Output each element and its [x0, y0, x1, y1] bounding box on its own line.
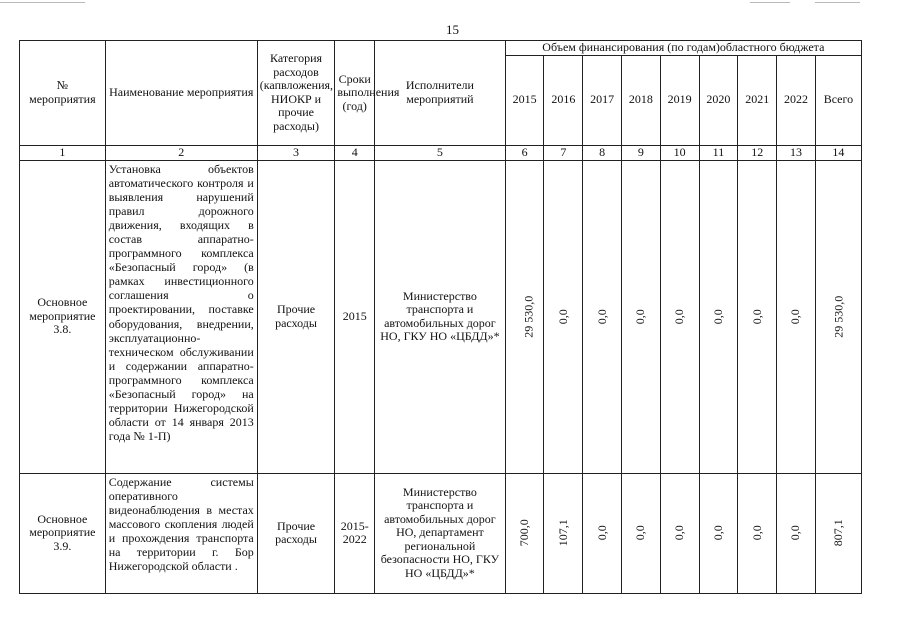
row-name: Содержание системы оперативного видеонаблюдения в местах массового скопления людей и прохождения транспорта на территории г. Бор Нижегородской области . [105, 473, 257, 593]
column-number: 4 [335, 145, 375, 160]
value-cell [660, 473, 699, 593]
header-year: 2016 [544, 55, 583, 145]
row-category: Прочие расходы [257, 473, 335, 593]
value-2020: 0,0 [710, 309, 725, 324]
value-2016: 0,0 [555, 309, 570, 324]
funding-table [19, 40, 862, 594]
column-number-row [20, 145, 862, 160]
value-cell [777, 473, 816, 593]
column-number: 3 [257, 145, 335, 160]
page-number: 15 [446, 22, 459, 37]
column-number: 11 [699, 145, 738, 160]
value-2021: 0,0 [749, 309, 764, 324]
table-row [20, 473, 862, 593]
value-cell [505, 473, 544, 593]
column-number: 10 [660, 145, 699, 160]
row-executors: Министерство транспорта и автомобильных дорог НО, ГКУ НО «ЦБДД»* [375, 160, 506, 473]
value-2022: 0,0 [788, 525, 803, 541]
value-cell [544, 473, 583, 593]
value-2015: 700,0 [516, 519, 531, 547]
value-cell [699, 160, 738, 473]
value-cell [815, 473, 861, 593]
value-cell [660, 160, 699, 473]
header-year: 2022 [777, 55, 816, 145]
column-number: 2 [105, 145, 257, 160]
value-cell [699, 473, 738, 593]
column-number: 14 [815, 145, 861, 160]
value-cell [815, 160, 861, 473]
column-number: 8 [583, 145, 622, 160]
column-number: 9 [622, 145, 661, 160]
header-year: 2021 [738, 55, 777, 145]
header-row [20, 41, 862, 56]
header-no: № мероприятия [20, 41, 106, 146]
header-funding: Объем финансирования (по годам)областного бюджета [505, 41, 861, 56]
value-2019: 0,0 [671, 525, 686, 541]
value-2018: 0,0 [633, 309, 648, 324]
value-cell [544, 160, 583, 473]
value-2019: 0,0 [671, 309, 686, 324]
row-terms: 2015-2022 [335, 473, 375, 593]
column-number: 6 [505, 145, 544, 160]
row-number: Основное мероприятие 3.8. [20, 160, 106, 473]
row-number: Основное мероприятие 3.9. [20, 473, 106, 593]
value-2018: 0,0 [633, 525, 648, 541]
value-2020: 0,0 [710, 525, 725, 541]
header-year: 2015 [505, 55, 544, 145]
value-cell [583, 473, 622, 593]
value-total: 807,1 [830, 519, 845, 547]
column-number: 12 [738, 145, 777, 160]
header-year: 2020 [699, 55, 738, 145]
value-cell [738, 473, 777, 593]
value-2017: 0,0 [594, 525, 609, 541]
row-name: Установка объектов автоматического контроля и выявления нарушений правил дорожного движения, входящих в состав аппаратно-программного комплекса «Безопасный город» (в рамках инвестиционного соглашения о проектировании, поставке оборудования, внедрении, эксплуатационно-техническом обслуживании и содержании аппаратно-программного комплекса «Безопасный город» на территории Нижегородской области от 14 января 2013 года № 1-П) [105, 160, 257, 473]
value-cell [738, 160, 777, 473]
value-cell [583, 160, 622, 473]
header-category: Категория расходов (капвложения, НИОКР и прочие расходы) [257, 41, 335, 146]
value-total: 29 530,0 [831, 295, 846, 338]
value-cell [622, 160, 661, 473]
column-number: 7 [544, 145, 583, 160]
value-cell [505, 160, 544, 473]
header-year: 2018 [622, 55, 661, 145]
value-2015: 29 530,0 [520, 295, 535, 338]
header-name: Наименование мероприятия [105, 41, 257, 146]
value-cell [622, 473, 661, 593]
value-2021: 0,0 [749, 525, 764, 541]
column-number: 1 [20, 145, 106, 160]
header-year: 2019 [660, 55, 699, 145]
table-row [20, 160, 862, 473]
value-2017: 0,0 [594, 309, 609, 324]
value-cell [777, 160, 816, 473]
top-edge-marks [0, 0, 905, 6]
row-executors: Министерство транспорта и автомобильных дорог НО, департамент региональной безопасности НО, ГКУ НО «ЦБДД»* [375, 473, 506, 593]
header-executors: Исполнители мероприятий [375, 41, 506, 146]
header-year: 2017 [583, 55, 622, 145]
row-terms: 2015 [335, 160, 375, 473]
column-number: 13 [777, 145, 816, 160]
value-2016: 107,1 [555, 519, 570, 547]
column-number: 5 [375, 145, 506, 160]
header-terms: Сроки выполнения (год) [335, 41, 375, 146]
row-category: Прочие расходы [257, 160, 335, 473]
value-2022: 0,0 [788, 309, 803, 324]
header-total: Всего [815, 55, 861, 145]
